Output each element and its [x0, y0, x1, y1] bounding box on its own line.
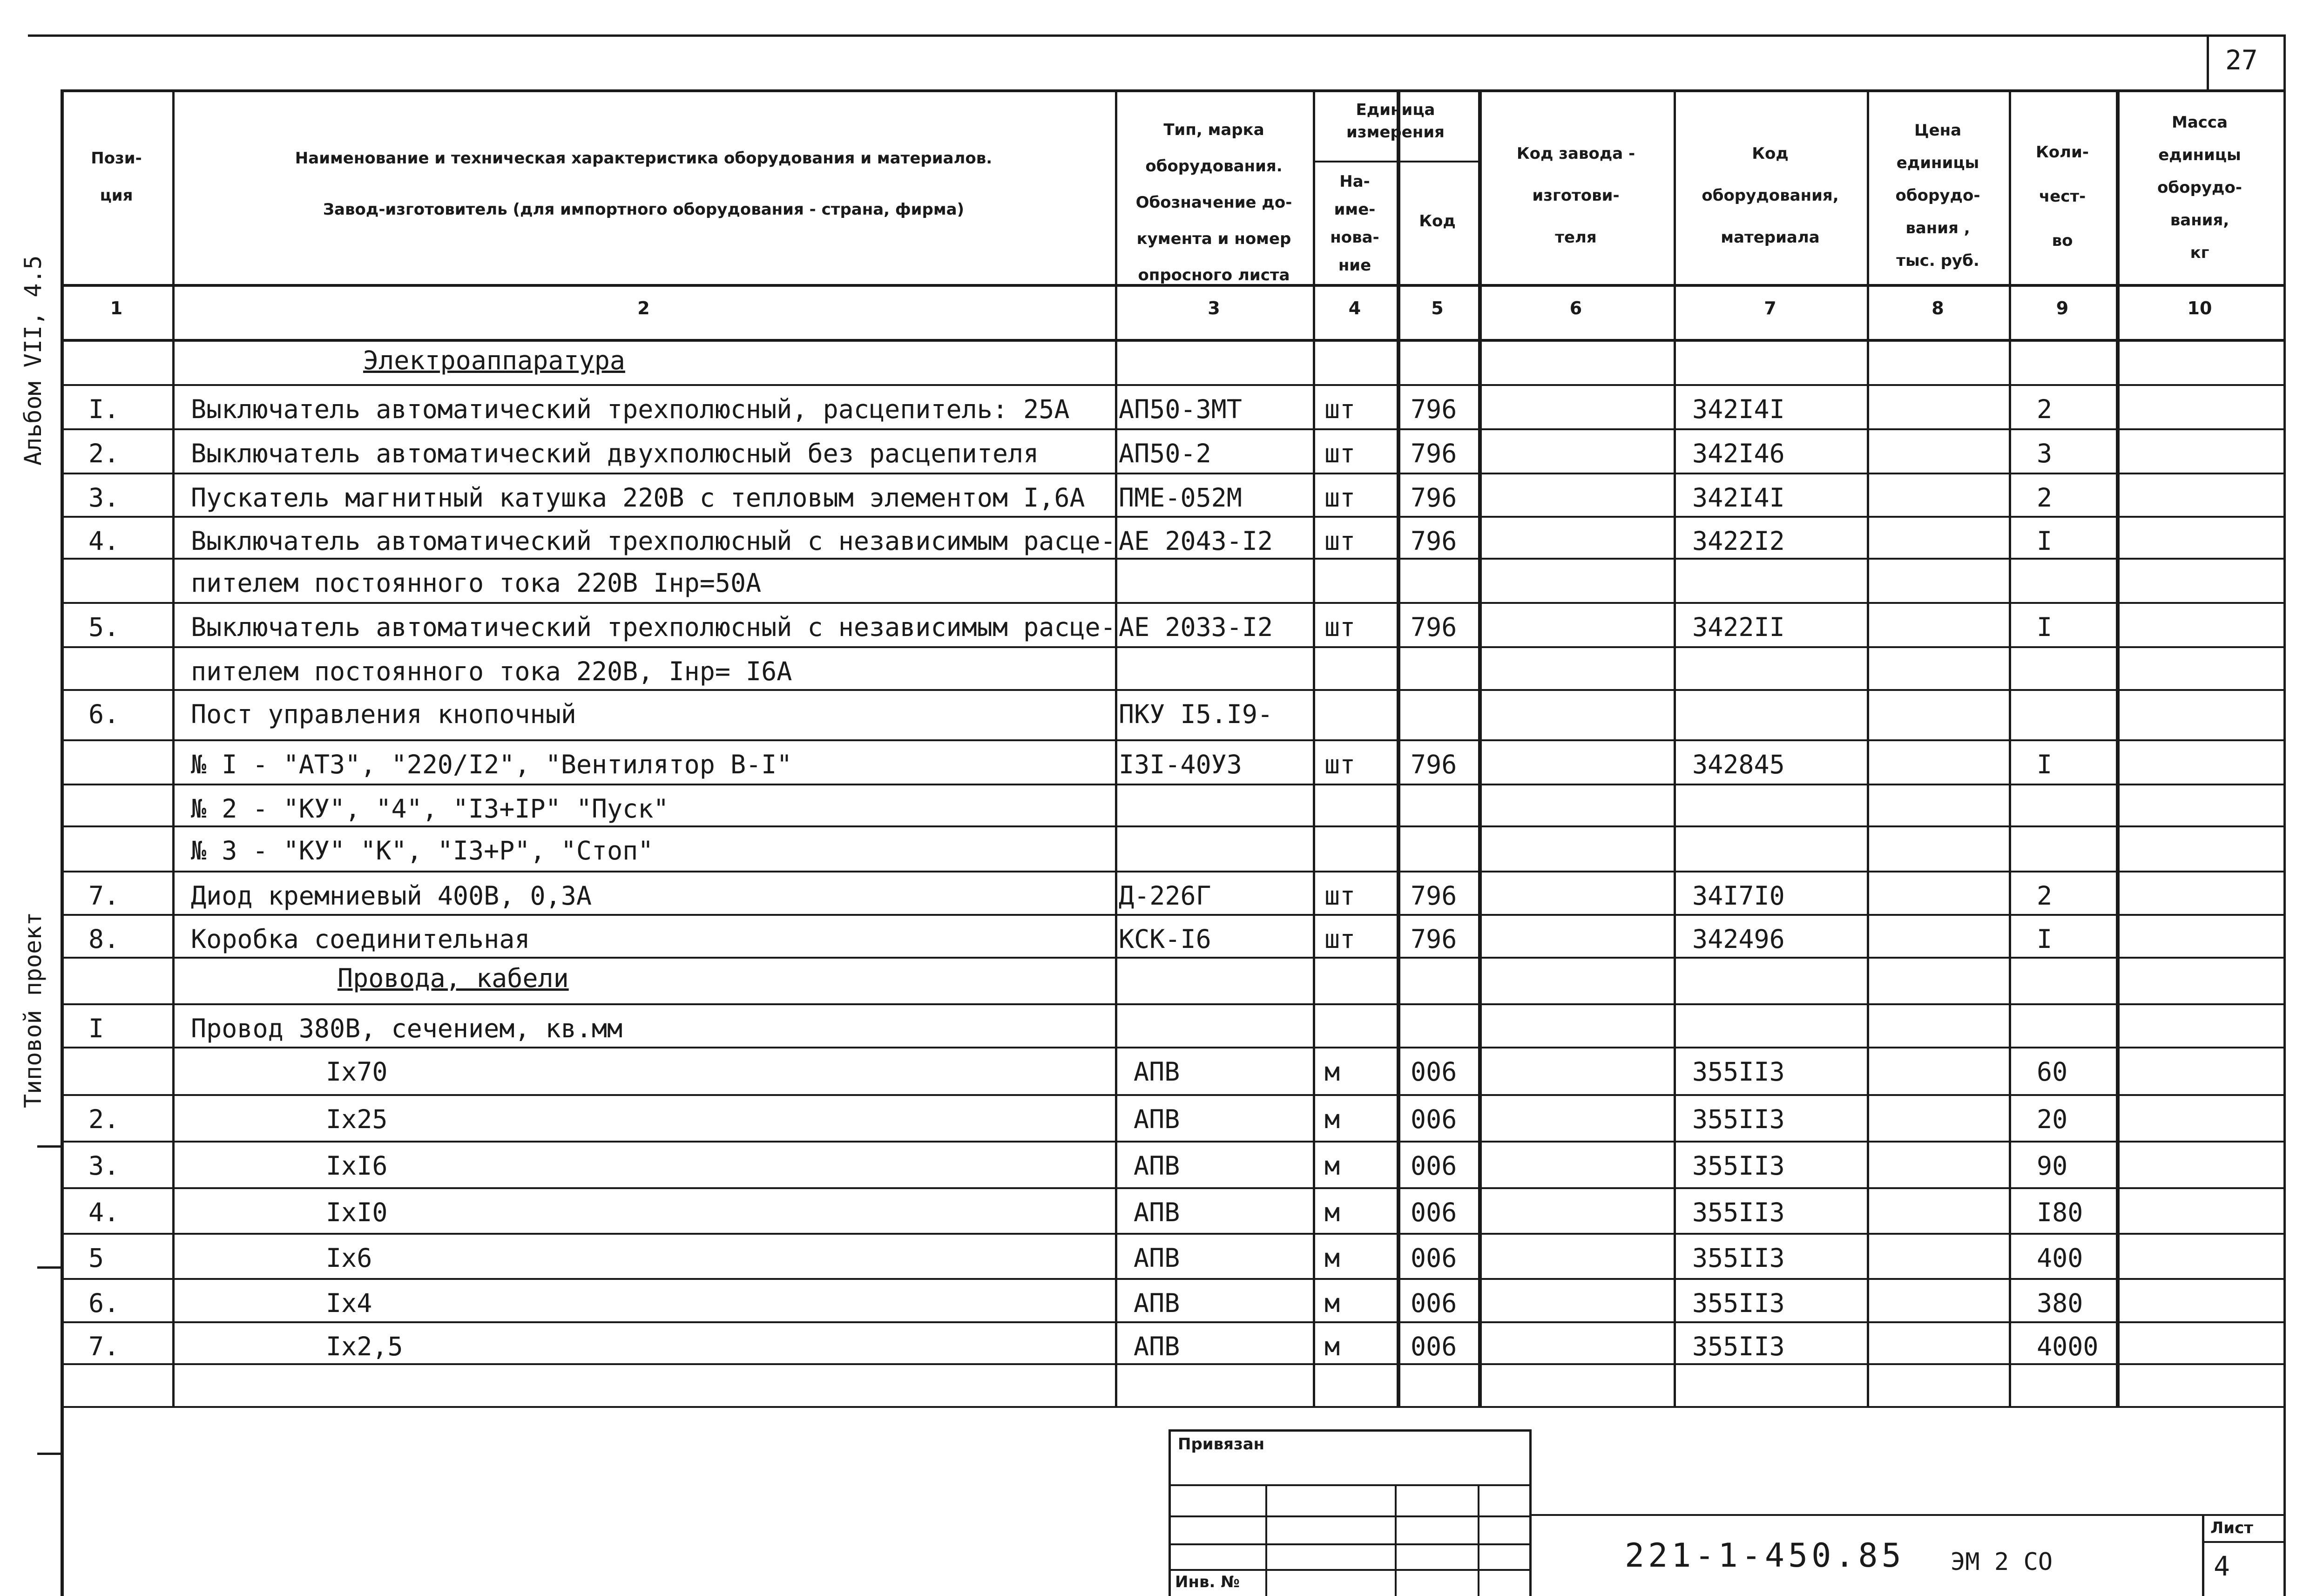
- row-position: 3.: [88, 483, 120, 513]
- column-number: 6: [1569, 298, 1582, 318]
- row-type: КСК-I6: [1119, 924, 1211, 954]
- header-equipment-code-line: материала: [1721, 228, 1820, 247]
- row-line: [61, 516, 2283, 518]
- list-box-line: [2202, 1541, 2286, 1543]
- header-factory-code-line: Код завода -: [1516, 144, 1635, 163]
- side-project-label: Типовой проект: [20, 912, 47, 1108]
- row-position: 7.: [88, 1332, 120, 1361]
- row-unit-code: 006: [1411, 1332, 1457, 1361]
- row-quantity: 60: [2037, 1057, 2068, 1087]
- row-position: 3.: [88, 1151, 120, 1181]
- row-equipment-code: 342496: [1692, 924, 1785, 954]
- column-line: [1867, 89, 1869, 1408]
- column-number: 3: [1208, 298, 1220, 318]
- header-unit-code-line: Код: [1419, 212, 1456, 230]
- row-quantity: I: [2037, 750, 2053, 779]
- column-line: [1478, 89, 1482, 1408]
- row-unit: м: [1324, 1243, 1340, 1273]
- header-type-line: кумента и номер: [1136, 230, 1291, 248]
- column-number: 7: [1764, 298, 1776, 318]
- header-quantity-line: чест-: [2039, 187, 2086, 206]
- row-unit-code: 796: [1411, 612, 1457, 642]
- row-position: 4.: [88, 526, 120, 556]
- row-equipment-code: 342I46: [1692, 439, 1785, 468]
- row-line: [61, 1278, 2283, 1280]
- row-quantity: I80: [2037, 1197, 2083, 1227]
- row-position: 4.: [88, 1197, 120, 1227]
- stamp-line-3: [1169, 1543, 1532, 1545]
- header-mass-line: единицы: [2158, 146, 2241, 164]
- row-unit-code: 796: [1411, 394, 1457, 424]
- row-quantity: 400: [2037, 1243, 2083, 1273]
- header-mass-line: вания,: [2170, 211, 2229, 230]
- row-unit: шт: [1324, 439, 1356, 468]
- header-unit-name-line: ние: [1338, 256, 1371, 275]
- header-type-line: Тип, марка: [1163, 121, 1264, 139]
- frame-left-stub-3: [37, 1453, 63, 1455]
- row-name: Выключатель автоматический трехполюсный с независимым расце-: [191, 612, 1116, 642]
- row-equipment-code: 355II3: [1692, 1332, 1785, 1361]
- header-quantity-line: Коли-: [2036, 143, 2089, 162]
- header-price-line: единицы: [1896, 154, 1979, 172]
- column-number: 5: [1431, 298, 1444, 318]
- header-unit-code: [1397, 207, 1478, 235]
- row-unit-code: 006: [1411, 1151, 1457, 1181]
- header-unit: [1313, 99, 1478, 143]
- row-line: [61, 784, 2283, 785]
- row-name: Iх4: [326, 1288, 372, 1318]
- row-type: АПВ: [1134, 1151, 1180, 1181]
- row-quantity: 20: [2037, 1104, 2068, 1134]
- row-type: АЕ 2033-I2: [1119, 612, 1273, 642]
- header-price-line: вания ,: [1905, 219, 1970, 237]
- header-unit-name-line: име-: [1334, 200, 1376, 219]
- row-name: Диод кремниевый 400В, 0,3А: [191, 881, 592, 911]
- stamp-line-2: [1169, 1515, 1532, 1517]
- title-block-top-line: [1532, 1514, 2286, 1516]
- row-quantity: I: [2037, 526, 2053, 556]
- header-name-line: Завод-изготовитель (для импортного оборудования - страна, фирма): [323, 200, 965, 219]
- header-type: [1115, 112, 1313, 293]
- header-quantity-line: во: [2052, 231, 2073, 250]
- row-name: Пускатель магнитный катушка 220В с тепловым элементом I,6А: [191, 483, 1085, 513]
- row-unit-code: 796: [1411, 924, 1457, 954]
- row-name: IхI0: [326, 1197, 388, 1227]
- row-unit: шт: [1324, 526, 1356, 556]
- header-type-line: опросного листа: [1138, 266, 1290, 284]
- row-name: № I - "АТЗ", "220/I2", "Вентилятор В-I": [191, 750, 792, 779]
- row-position: 7.: [88, 881, 120, 911]
- table-top-line: [61, 89, 2283, 92]
- stamp-vline-1: [1265, 1484, 1267, 1596]
- document-mark: ЭМ 2 СО: [1951, 1548, 2053, 1576]
- row-position: 6.: [88, 699, 120, 729]
- header-factory-code-line: изготови-: [1532, 186, 1620, 205]
- row-type: ПКУ I5.I9-: [1119, 699, 1273, 729]
- unit-split-line: [1313, 161, 1478, 162]
- numbers-bottom-line: [61, 339, 2283, 342]
- header-price: [1867, 114, 2009, 277]
- header-name-line: Наименование и техническая характеристика оборудования и материалов.: [295, 149, 993, 168]
- header-mass-line: кг: [2190, 243, 2209, 262]
- header-factory-code: [1478, 133, 1674, 258]
- stamp-line-1: [1169, 1484, 1532, 1486]
- row-unit: м: [1324, 1057, 1340, 1087]
- column-line: [1313, 89, 1315, 1408]
- frame-left-stub-2: [37, 1266, 63, 1269]
- header-equipment-code-line: оборудования,: [1702, 186, 1839, 205]
- row-position: 2.: [88, 439, 120, 468]
- list-label: Лист: [2210, 1519, 2253, 1537]
- header-unit-name: [1313, 168, 1397, 279]
- header-type-line: оборудования.: [1145, 157, 1283, 176]
- row-equipment-code: 355II3: [1692, 1243, 1785, 1273]
- section-title: Провода, кабели: [338, 963, 569, 993]
- row-unit-code: 796: [1411, 750, 1457, 779]
- row-unit: шт: [1324, 750, 1356, 779]
- row-type: АП50-3МТ: [1119, 394, 1242, 424]
- row-equipment-code: 355II3: [1692, 1288, 1785, 1318]
- row-type: I3I-40У3: [1119, 750, 1242, 779]
- row-position: 5: [88, 1243, 104, 1273]
- row-line: [61, 428, 2283, 430]
- row-type: АП50-2: [1119, 439, 1211, 468]
- stamp-line-4: [1169, 1569, 1532, 1571]
- row-quantity: 380: [2037, 1288, 2083, 1318]
- frame-top-line: [28, 34, 2286, 37]
- row-equipment-code: 355II3: [1692, 1057, 1785, 1087]
- row-type: АПВ: [1134, 1332, 1180, 1361]
- column-number: 2: [637, 298, 650, 318]
- row-position: 6.: [88, 1288, 120, 1318]
- row-name: Пост управления кнопочный: [191, 699, 576, 729]
- stamp-inv-label: Инв. №: [1175, 1573, 1240, 1591]
- row-type: АПВ: [1134, 1197, 1180, 1227]
- row-quantity: 2: [2037, 394, 2053, 424]
- column-line: [2009, 89, 2011, 1408]
- row-name: Iх2,5: [326, 1332, 403, 1361]
- column-number: 4: [1348, 298, 1361, 318]
- header-type-line: Обозначение до-: [1135, 193, 1292, 212]
- header-price-line: оборудо-: [1895, 186, 1980, 205]
- stamp-block: [1169, 1429, 1532, 1596]
- column-line: [1397, 89, 1400, 1408]
- row-line: [61, 1321, 2283, 1323]
- header-price-line: тыс. руб.: [1896, 251, 1979, 270]
- row-line: [61, 739, 2283, 741]
- column-number: 8: [1932, 298, 1944, 318]
- header-mass-line: оборудо-: [2157, 178, 2242, 197]
- row-unit-code: 796: [1411, 526, 1457, 556]
- row-position: 8.: [88, 924, 120, 954]
- row-unit: м: [1324, 1332, 1340, 1361]
- row-unit-code: 006: [1411, 1288, 1457, 1318]
- row-name: Выключатель автоматический трехполюсный с независимым расце-: [191, 526, 1116, 556]
- header-unit-name-line: На-: [1339, 172, 1370, 191]
- row-unit-code: 796: [1411, 439, 1457, 468]
- row-line: [61, 825, 2283, 827]
- side-album-label: Альбом VII, 4.5: [20, 255, 47, 466]
- row-name: Выключатель автоматический трехполюсный, расцепитель: 25А: [191, 394, 1070, 424]
- row-type: ПМЕ-052М: [1119, 483, 1242, 513]
- row-quantity: 2: [2037, 881, 2053, 911]
- row-type: Д-226Г: [1119, 881, 1211, 911]
- row-type: АПВ: [1134, 1057, 1180, 1087]
- row-line: [61, 871, 2283, 872]
- row-unit: шт: [1324, 924, 1356, 954]
- row-name: Iх70: [326, 1057, 388, 1087]
- row-quantity: 90: [2037, 1151, 2068, 1181]
- row-line: [61, 384, 2283, 386]
- list-number: 4: [2214, 1550, 2230, 1582]
- row-unit: шт: [1324, 881, 1356, 911]
- row-line: [61, 1141, 2283, 1143]
- row-unit-code: 796: [1411, 881, 1457, 911]
- header-quantity: [2009, 130, 2116, 263]
- row-unit-code: 006: [1411, 1104, 1457, 1134]
- row-equipment-code: 3422II: [1692, 612, 1785, 642]
- row-line: [61, 1094, 2283, 1096]
- row-line: [61, 1233, 2283, 1235]
- column-number: 1: [110, 298, 123, 318]
- row-unit: шт: [1324, 394, 1356, 424]
- header-name: [172, 133, 1115, 235]
- column-number: 9: [2056, 298, 2069, 318]
- row-unit: шт: [1324, 483, 1356, 513]
- header-unit-name-line: нова-: [1330, 228, 1379, 247]
- row-type: АПВ: [1134, 1288, 1180, 1318]
- row-unit: м: [1324, 1197, 1340, 1227]
- column-line: [1674, 89, 1676, 1408]
- column-line: [172, 89, 175, 1408]
- column-line: [2283, 89, 2286, 1408]
- row-quantity: 4000: [2037, 1332, 2099, 1361]
- header-factory-code-line: теля: [1555, 228, 1597, 247]
- row-type: АПВ: [1134, 1243, 1180, 1273]
- column-number: 10: [2187, 298, 2212, 318]
- stamp-bound-label: Привязан: [1178, 1435, 1265, 1454]
- header-unit-line: измерения: [1346, 123, 1445, 142]
- row-equipment-code: 355II3: [1692, 1151, 1785, 1181]
- row-equipment-code: 3422I2: [1692, 526, 1785, 556]
- stamp-vline-2: [1395, 1484, 1397, 1596]
- row-name: № 2 - "КУ", "4", "I3+IР" "Пуск": [191, 794, 669, 824]
- row-line: [61, 957, 2283, 959]
- row-line: [61, 1363, 2283, 1365]
- row-equipment-code: 342845: [1692, 750, 1785, 779]
- row-line: [61, 646, 2283, 648]
- row-unit-code: 006: [1411, 1057, 1457, 1087]
- header-price-line: Цена: [1914, 121, 1962, 140]
- row-unit: м: [1324, 1151, 1340, 1181]
- row-line: [61, 1187, 2283, 1189]
- row-equipment-code: 355II3: [1692, 1104, 1785, 1134]
- row-equipment-code: 342I4I: [1692, 483, 1785, 513]
- row-unit: шт: [1324, 612, 1356, 642]
- document-code: 221-1-450.85: [1625, 1536, 1905, 1575]
- row-name: Выключатель автоматический двухполюсный без расцепителя: [191, 439, 1039, 468]
- row-line: [61, 1406, 2283, 1408]
- row-unit-code: 006: [1411, 1243, 1457, 1273]
- row-line: [61, 1047, 2283, 1048]
- row-quantity: I: [2037, 924, 2053, 954]
- row-name: № 3 - "КУ" "К", "I3+Р", "Стоп": [191, 836, 654, 866]
- row-name: Iх6: [326, 1243, 372, 1273]
- row-unit-code: 796: [1411, 483, 1457, 513]
- row-position: I.: [88, 394, 120, 424]
- column-line: [2116, 89, 2120, 1408]
- row-name: Iх25: [326, 1104, 388, 1134]
- row-unit: м: [1324, 1104, 1340, 1134]
- row-quantity: 3: [2037, 439, 2053, 468]
- header-unit-line: Единица: [1356, 101, 1435, 119]
- row-equipment-code: 355II3: [1692, 1197, 1785, 1227]
- frame-left-stub-1: [37, 1145, 63, 1148]
- header-mass: [2116, 106, 2283, 269]
- row-type: АПВ: [1134, 1104, 1180, 1134]
- row-name: пителем постоянного тока 220В, Iнр= I6А: [191, 656, 792, 686]
- row-equipment-code: 342I4I: [1692, 394, 1785, 424]
- row-name: пителем постоянного тока 220В Iнр=50А: [191, 568, 762, 598]
- row-position: 2.: [88, 1104, 120, 1134]
- row-quantity: I: [2037, 612, 2053, 642]
- header-mass-line: Масса: [2171, 113, 2228, 132]
- header-equipment-code: [1674, 133, 1867, 258]
- row-position: I: [88, 1014, 104, 1043]
- row-line: [61, 689, 2283, 691]
- row-equipment-code: 34I7I0: [1692, 881, 1785, 911]
- header-position-line: ция: [100, 186, 133, 205]
- sheet-number: 27: [2225, 44, 2258, 76]
- row-unit: м: [1324, 1288, 1340, 1318]
- row-line: [61, 602, 2283, 604]
- header-equipment-code-line: Код: [1752, 144, 1789, 163]
- row-unit-code: 006: [1411, 1197, 1457, 1227]
- row-position: 5.: [88, 612, 120, 642]
- row-name: IхI6: [326, 1151, 388, 1181]
- header-position: [61, 140, 172, 214]
- row-line: [61, 1003, 2283, 1005]
- row-type: АЕ 2043-I2: [1119, 526, 1273, 556]
- header-position-line: Пози-: [91, 149, 142, 168]
- section-title: Электроаппаратура: [363, 345, 625, 375]
- row-name: Коробка соединительная: [191, 924, 530, 954]
- row-name: Провод 380В, сечением, кв.мм: [191, 1014, 623, 1043]
- row-line: [61, 914, 2283, 916]
- row-quantity: 2: [2037, 483, 2053, 513]
- stamp-vline-3: [1478, 1484, 1479, 1596]
- row-line: [61, 473, 2283, 474]
- row-line: [61, 558, 2283, 560]
